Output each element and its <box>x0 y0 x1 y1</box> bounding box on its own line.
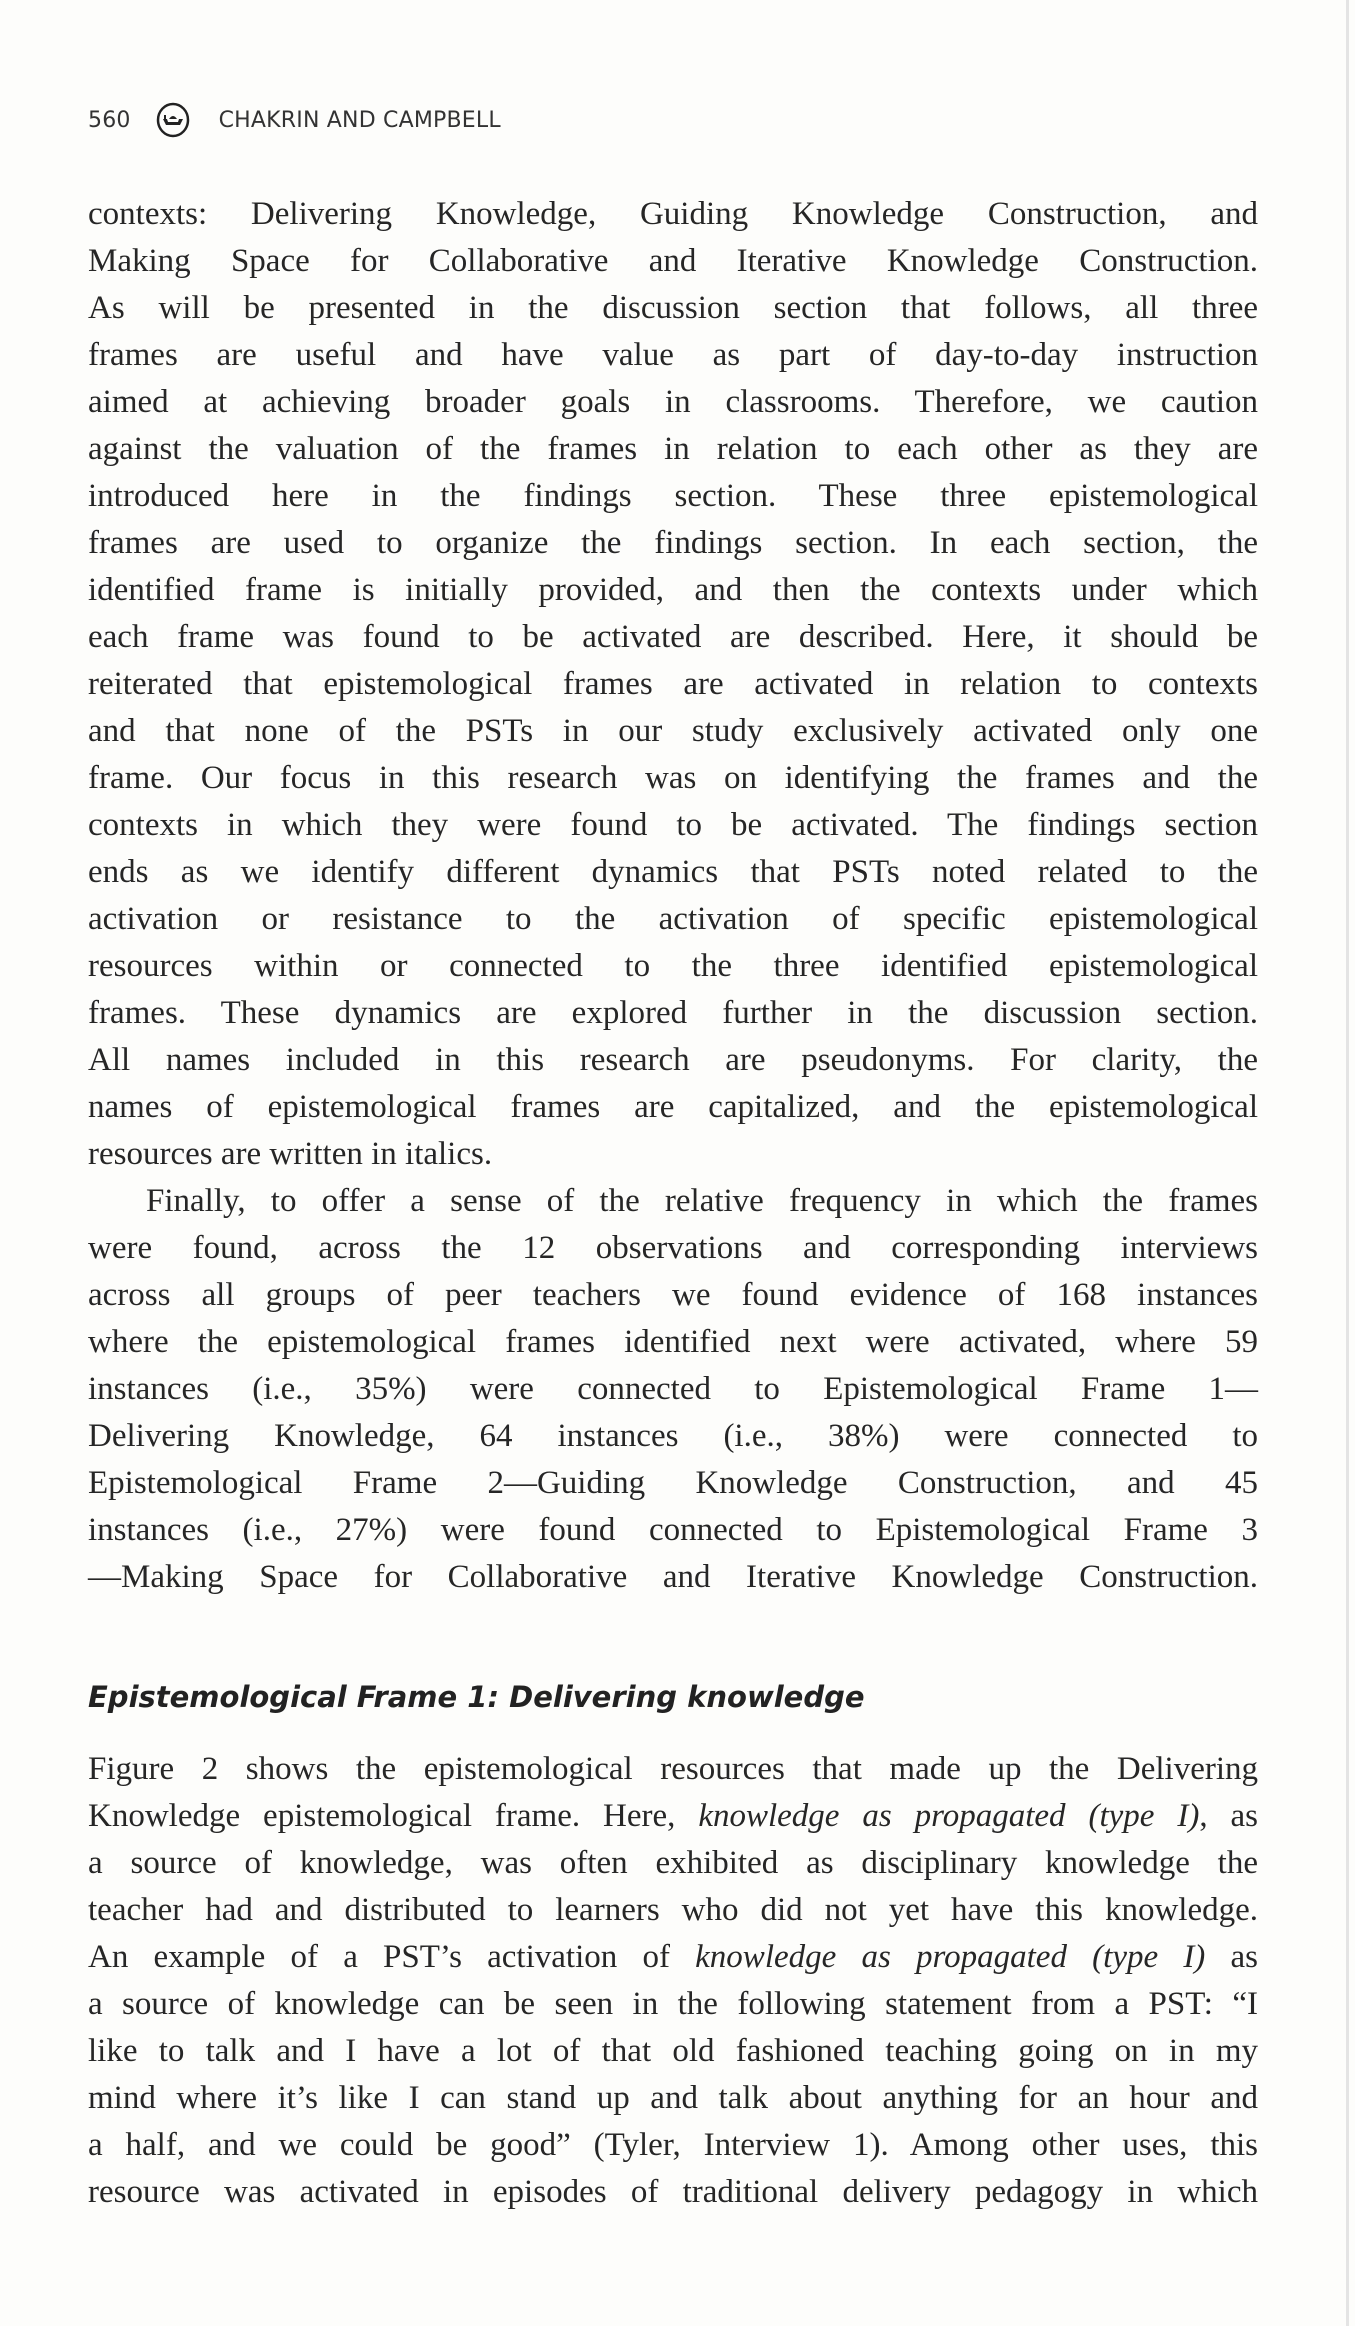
text-line: resources are written in italics. <box>88 1136 493 1172</box>
text-line: frames are used to organize the findings section. In each section, the <box>88 525 1258 561</box>
publisher-logo-icon <box>155 102 191 138</box>
text-line: resources within or connected to the three identified epistemological <box>88 948 1258 984</box>
text-line: activation or resistance to the activation of specific epistemological <box>88 901 1258 937</box>
text-line: a half, and we could be good” (Tyler, Interview 1). Among other uses, this <box>88 2127 1258 2163</box>
text-line: where the epistemological frames identified next were activated, where 59 <box>88 1324 1258 1360</box>
text-line: All names included in this research are pseudonyms. For clarity, the <box>88 1042 1258 1078</box>
text-line: resource was activated in episodes of traditional delivery pedagogy in which <box>88 2174 1258 2210</box>
page-number: 560 <box>88 107 131 133</box>
text-line: —Making Space for Collaborative and Iterative Knowledge Construction. <box>88 1559 1258 1595</box>
italic-term: knowledge as propagated (type I) <box>695 1939 1206 1975</box>
text-line: reiterated that epistemological frames are activated in relation to contexts <box>88 666 1258 702</box>
text-line: each frame was found to be activated are described. Here, it should be <box>88 619 1258 655</box>
text-line: instances (i.e., 27%) were found connected to Epistemological Frame 3 <box>88 1512 1258 1548</box>
text-segment: Knowledge epistemological frame. Here, <box>88 1798 699 1834</box>
text-line: frame. Our focus in this research was on identifying the frames and the <box>88 760 1258 796</box>
text-line: Making Space for Collaborative and Iterative Knowledge Construction. <box>88 243 1258 279</box>
paragraph-intro <box>88 191 1258 1178</box>
text-line <box>88 1934 1258 1981</box>
text-segment: An example of a PST’s activation of <box>88 1939 696 1975</box>
text-line: identified frame is initially provided, and then the contexts under which <box>88 572 1258 608</box>
paragraph-frequency <box>88 1178 1258 1601</box>
text-line: mind where it’s like I can stand up and talk about anything for an hour and <box>88 2080 1258 2116</box>
text-line: Delivering Knowledge, 64 instances (i.e., 38%) were connected to <box>88 1418 1258 1454</box>
text-line: Finally, to offer a sense of the relative frequency in which the frames <box>146 1183 1258 1219</box>
text-line: ends as we identify different dynamics that PSTs noted related to the <box>88 854 1258 890</box>
text-line: contexts: Delivering Knowledge, Guiding Knowledge Construction, and <box>88 196 1258 232</box>
text-line: Figure 2 shows the epistemological resources that made up the Delivering <box>88 1751 1258 1787</box>
text-line: across all groups of peer teachers we found evidence of 168 instances <box>88 1277 1258 1313</box>
text-line: frames. These dynamics are explored further in the discussion section. <box>88 995 1258 1031</box>
text-line: teacher had and distributed to learners who did not yet have this knowledge. <box>88 1892 1258 1928</box>
text-line: contexts in which they were found to be activated. The findings section <box>88 807 1258 843</box>
text-line: against the valuation of the frames in relation to each other as they are <box>88 431 1258 467</box>
page-edge <box>1346 0 1349 2326</box>
text-line: and that none of the PSTs in our study exclusively activated only one <box>88 713 1258 749</box>
text-line: Epistemological Frame 2—Guiding Knowledge Construction, and 45 <box>88 1465 1258 1501</box>
text-segment: , as <box>1199 1798 1258 1834</box>
text-line: a source of knowledge, was often exhibited as disciplinary knowledge the <box>88 1845 1258 1881</box>
italic-term: knowledge as propagated (type I) <box>698 1798 1200 1834</box>
text-line: frames are useful and have value as part of day-to-day instruction <box>88 337 1258 373</box>
text-line: introduced here in the findings section. These three epistemological <box>88 478 1258 514</box>
text-line: like to talk and I have a lot of that old fashioned teaching going on in my <box>88 2033 1258 2069</box>
text-line: a source of knowledge can be seen in the following statement from a PST: “I <box>88 1986 1258 2022</box>
text-segment: as <box>1205 1939 1258 1975</box>
text-line: were found, across the 12 observations and corresponding interviews <box>88 1230 1258 1266</box>
text-line: instances (i.e., 35%) were connected to Epistemological Frame 1— <box>88 1371 1258 1407</box>
paragraph-frame-1 <box>88 1746 1258 2216</box>
running-header <box>88 102 501 138</box>
text-line: aimed at achieving broader goals in classrooms. Therefore, we caution <box>88 384 1258 420</box>
text-line: As will be presented in the discussion section that follows, all three <box>88 290 1258 326</box>
running-title: CHAKRIN AND CAMPBELL <box>218 107 501 133</box>
text-line <box>88 1793 1258 1840</box>
section-heading: Epistemological Frame 1: Delivering knowledge <box>88 1680 865 1714</box>
text-line: names of epistemological frames are capitalized, and the epistemological <box>88 1089 1258 1125</box>
